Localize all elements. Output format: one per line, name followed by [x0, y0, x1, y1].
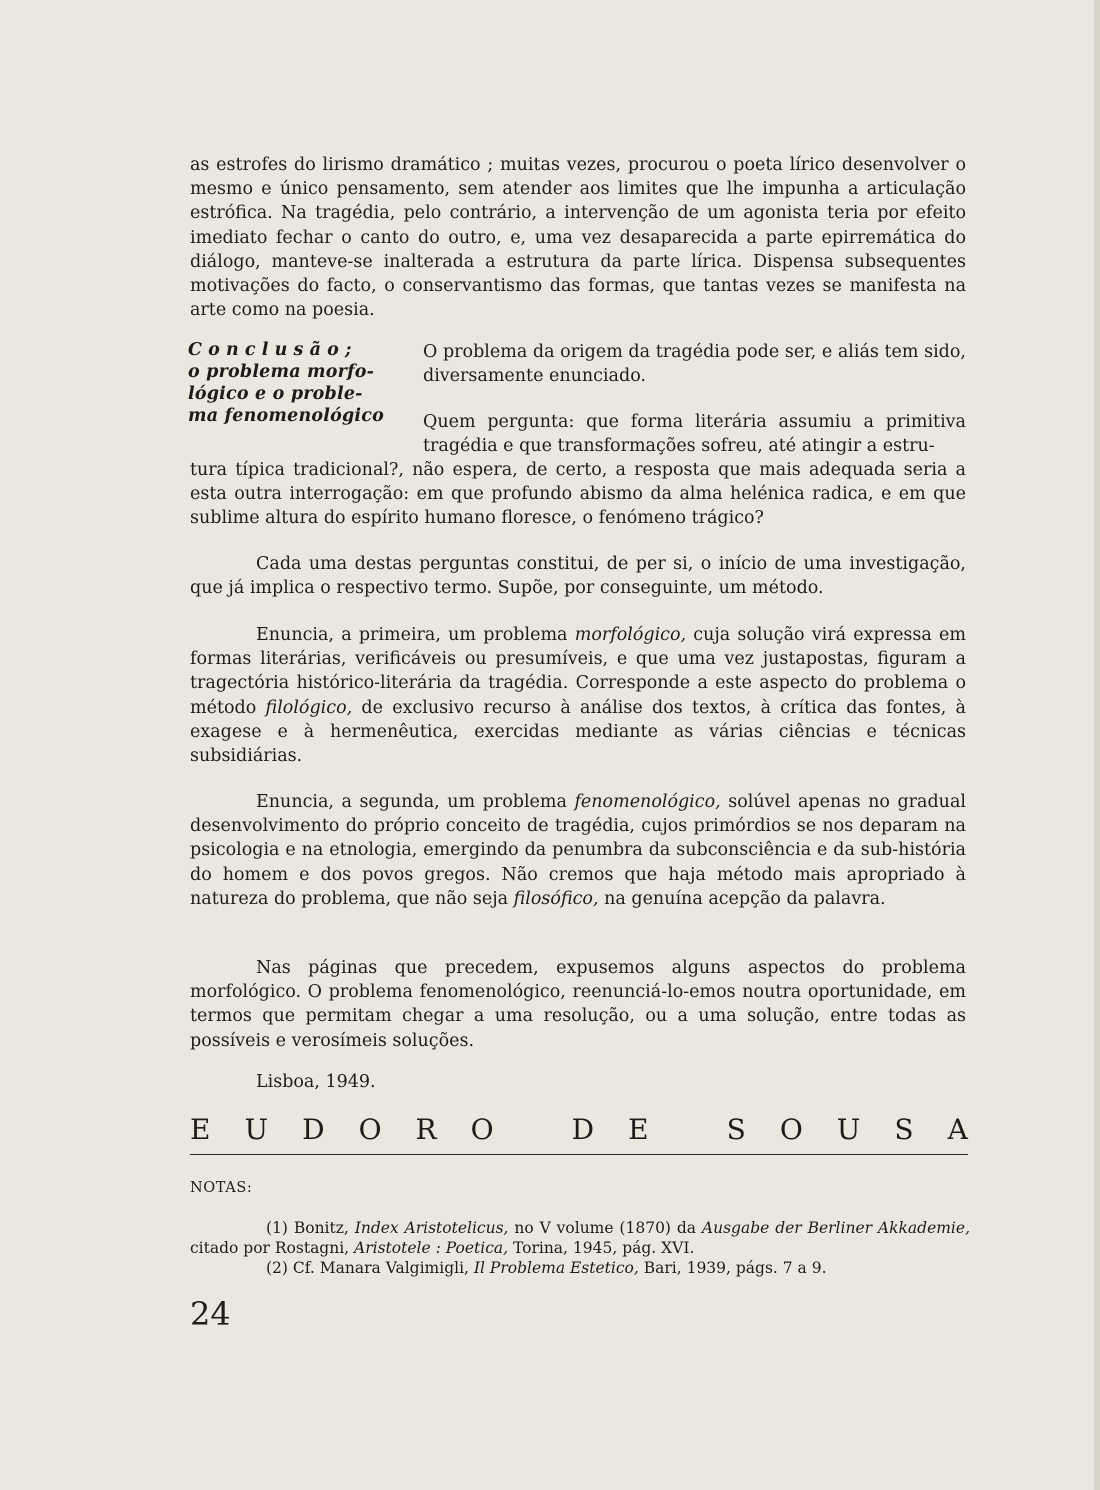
signature-letter: U [836, 1113, 861, 1146]
paragraph-conclusion-2-tail: tura típica tradicional?, não espera, de certo, a resposta que mais adequada seria a esta outra interrogação: em que profundo abismo da alma helénica radica, e em que sublime altura do espírito humano floresce, o fenómeno trágico? [190, 460, 966, 529]
italic-title: Il Problema Estetico, [473, 1259, 639, 1277]
italic-term: morfológico, [574, 625, 687, 645]
paragraph-conclusion-2-head: Quem pergunta: que forma literária assumiu a primitiva tragédia e que transformações sofreu, até atingir a estru- [423, 412, 966, 457]
signature-letter: S [894, 1113, 914, 1146]
signature-letter: A [947, 1113, 968, 1146]
signature-letter: R [415, 1113, 437, 1146]
paragraph-conclusion-1: O problema da origem da tragédia pode ser, e aliás tem sido, diversamente enunciado. [423, 342, 966, 387]
text-run: Enuncia, a segunda, um problema [256, 792, 575, 812]
signature-letter: O [470, 1113, 494, 1146]
side-heading [188, 339, 406, 427]
italic-term: filológico, [265, 697, 353, 718]
signature-letter: O [358, 1113, 382, 1146]
signature-letter: E [628, 1113, 649, 1146]
paragraph-morfologico [190, 623, 966, 768]
paragraph-fenomenologico [190, 790, 966, 911]
side-heading-word: Conclusão; [188, 340, 358, 360]
italic-title: Aristotele : Poetica, [354, 1239, 509, 1257]
text-run: (2) Cf. Manara Valgimigli, [266, 1259, 474, 1277]
text-run: de exclusivo recurso à análise dos textos, à crítica das fontes, à exagese e à hermenêutica, exercidas mediante as várias ciências e técnicas subsidiárias. [190, 697, 966, 767]
signature-letter [683, 1113, 693, 1147]
italic-term: filosófico, [513, 888, 599, 909]
signature-letter: U [244, 1113, 269, 1146]
footnote-2 [190, 1258, 970, 1278]
notes-title: NOTAS: [190, 1180, 253, 1196]
side-heading-line-3: lógico e o proble- [188, 384, 363, 404]
signature-letter: S [726, 1113, 746, 1146]
text-run: (1) Bonitz, [266, 1219, 355, 1237]
text-run: cuja solução virá expressa em formas literárias, verificáveis ou presumíveis, e que uma vez justapostas, figuram a tragectória histórico-literária da tragédia. Corresponde a este aspecto do problema o método [190, 625, 966, 718]
text-run: solúvel apenas no gradual desenvolvimento do próprio conceito de tragédia, cujos primórdios se nos deparam na psicologia e na etnologia, emergindo da penumbra da subconsciência e da sub-história do homem e dos povos gregos. Não cremos que haja método mais apropriado à natureza do problema, que não seja [190, 792, 966, 909]
signature-letter: O [779, 1113, 803, 1146]
side-heading-line-4: ma fenomenológico [188, 406, 384, 426]
paragraph-paginas: Nas páginas que precedem, expusemos alguns aspectos do problema morfológico. O problema fenomenológico, reenunciá-lo-emos noutra oportunidade, em termos que permitam chegar a uma resolução, ou a uma solução, entre todas as possíveis e verosímeis soluções. [190, 958, 966, 1051]
text-run: Enuncia, a primeira, um problema [256, 625, 575, 645]
side-heading-line-2: o problema morfo- [188, 362, 375, 382]
italic-title: Ausgabe der Berliner Akkademie, [701, 1219, 970, 1237]
italic-title: Index Aristotelicus, [354, 1219, 509, 1237]
signature-letter [528, 1113, 538, 1147]
signature-rule [190, 1154, 968, 1155]
text-run: no V volume (1870) da [508, 1219, 702, 1237]
text-run: citado por Rostagni, [190, 1239, 355, 1257]
footnote-1 [190, 1218, 970, 1258]
page-edge [1094, 0, 1100, 1490]
signature-letter: E [190, 1113, 211, 1146]
paragraph-perguntas: Cada uma destas perguntas constitui, de per si, o início de uma investigação, que já implica o respectivo termo. Supõe, por conseguinte, um método. [190, 554, 966, 599]
text-run: Bari, 1939, págs. 7 a 9. [638, 1259, 827, 1277]
signature-letter: D [302, 1113, 325, 1146]
paragraph-intro: as estrofes do lirismo dramático ; muitas vezes, procurou o poeta lírico desenvolver o mesmo e único pensamento, sem atender aos limites que lhe impunha a articulação estrófica. Na tragédia, pelo contrário, a intervenção de um agonista teria por efeito imediato fechar o canto do outro, e, uma vez desaparecida a parte epirremática do diálogo, manteve-se inalterada a estrutura da parte lírica. Dispensa subsequentes motivações do facto, o conservantismo das formas, que tantas vezes se manifesta na arte como na poesia. [190, 155, 966, 321]
page-number: 24 [190, 1295, 231, 1333]
italic-term: fenomenológico, [574, 792, 721, 812]
text-run: Torina, 1945, pág. XVI. [508, 1239, 695, 1257]
text-run: na genuína acepção da palavra. [598, 888, 886, 909]
place-date: Lisboa, 1949. [256, 1072, 376, 1092]
author-signature [190, 1113, 968, 1147]
signature-letter: D [571, 1113, 595, 1146]
